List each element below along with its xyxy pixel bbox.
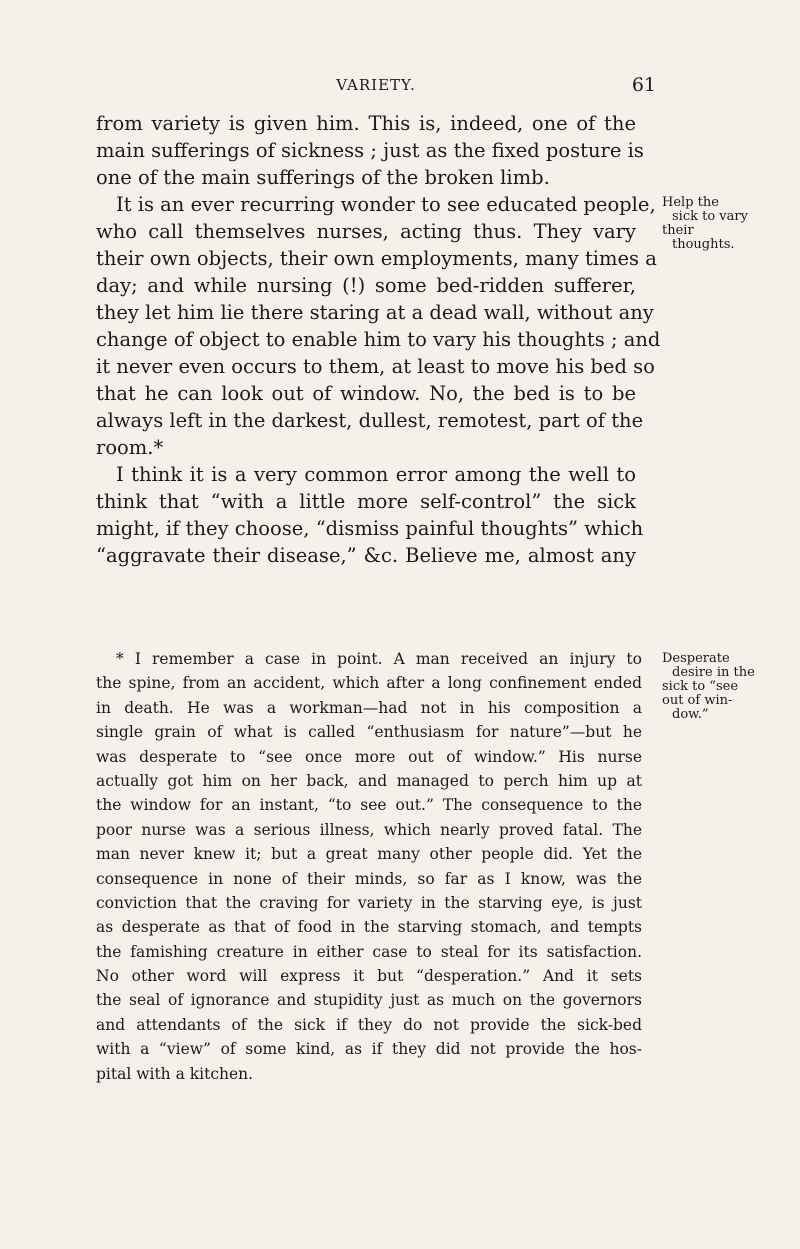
footnote-line: consequence in none of their minds, so far as I know, was the — [96, 869, 642, 888]
footnote-line: No other word will express it but “desperation.” And it sets — [96, 967, 642, 986]
side-note-desperate-desire — [662, 652, 792, 722]
body-line: one of the main sufferings of the broken limb. — [96, 166, 550, 189]
body-line: always left in the darkest, dullest, remotest, part of the — [96, 409, 644, 432]
side-note-line: Help the — [662, 195, 719, 210]
body-line: might, if they choose, “dismiss painful thoughts” which — [96, 517, 644, 540]
body-line: their own objects, their own employments, many times a — [96, 247, 657, 270]
body-line: they let him lie there staring at a dead wall, without any — [96, 301, 654, 324]
footnote-line: man never knew it; but a great many other people did. Yet the — [96, 845, 642, 864]
body-line: I think it is a very common error among the well to — [116, 463, 636, 486]
body-line: room.* — [96, 436, 164, 459]
footnote-line: was desperate to “see once more out of window.” His nurse — [96, 747, 642, 766]
footnote-line: poor nurse was a serious illness, which nearly proved fatal. The — [96, 820, 642, 839]
footnote-line: single grain of what is called “enthusiasm for nature”—but he — [96, 723, 642, 742]
body-line: “aggravate their disease,” &c. Believe me, almost any — [96, 544, 636, 567]
side-note-line: sick to vary — [672, 209, 748, 224]
side-note-line: out of win- — [662, 693, 733, 708]
footnote-line: the window for an instant, “to see out.” The consequence to the — [96, 796, 642, 815]
side-note-line: dow.” — [672, 707, 709, 722]
side-note-line: sick to “see — [662, 679, 739, 694]
body-line: It is an ever recurring wonder to see educated people, — [116, 193, 656, 216]
footnote-line: and attendants of the sick if they do not provide the sick-bed — [96, 1015, 642, 1034]
footnote-line: actually got him on her back, and managed to perch him up at — [96, 771, 642, 790]
body-line: that he can look out of window. No, the bed is to be — [96, 382, 636, 405]
side-note-help-the-sick — [662, 196, 792, 252]
footnote-line: conviction that the craving for variety in the starving eye, is just — [96, 893, 642, 912]
body-text — [96, 110, 661, 569]
footnote-line: the seal of ignorance and stupidity just as much on the governors — [96, 991, 642, 1010]
footnote — [96, 647, 642, 1086]
body-line: think that “with a little more self-control” the sick — [96, 490, 636, 513]
footnote-line: in death. He was a workman—had not in his composition a — [96, 698, 642, 717]
page-header — [96, 76, 656, 100]
side-note-line: thoughts. — [672, 237, 735, 252]
side-note-line: desire in the — [672, 665, 755, 680]
running-head: VARIETY. — [336, 76, 416, 94]
side-note-line: Desperate — [662, 651, 730, 666]
body-line: main sufferings of sickness ; just as the fixed posture is — [96, 139, 644, 162]
body-line: it never even occurs to them, at least to move his bed so — [96, 355, 655, 378]
body-line: change of object to enable him to vary his thoughts ; and — [96, 328, 661, 351]
footnote-line: the famishing creature in either case to steal for its satisfaction. — [96, 942, 642, 961]
page-number: 61 — [631, 74, 656, 96]
body-line: from variety is given him. This is, indeed, one of the — [96, 112, 636, 135]
body-line: day; and while nursing (!) some bed-ridden sufferer, — [96, 274, 636, 297]
footnote-line: as desperate as that of food in the starving stomach, and tempts — [96, 918, 642, 937]
side-note-line: their — [662, 223, 694, 238]
footnote-line: * I remember a case in point. A man received an injury to — [116, 650, 642, 668]
footnote-line: pital with a kitchen. — [96, 1064, 254, 1083]
footnote-line: the spine, from an accident, which after a long confinement ended — [96, 674, 642, 693]
footnote-line: with a “view” of some kind, as if they did not provide the hos- — [96, 1040, 642, 1059]
body-line: who call themselves nurses, acting thus. They vary — [96, 220, 636, 243]
